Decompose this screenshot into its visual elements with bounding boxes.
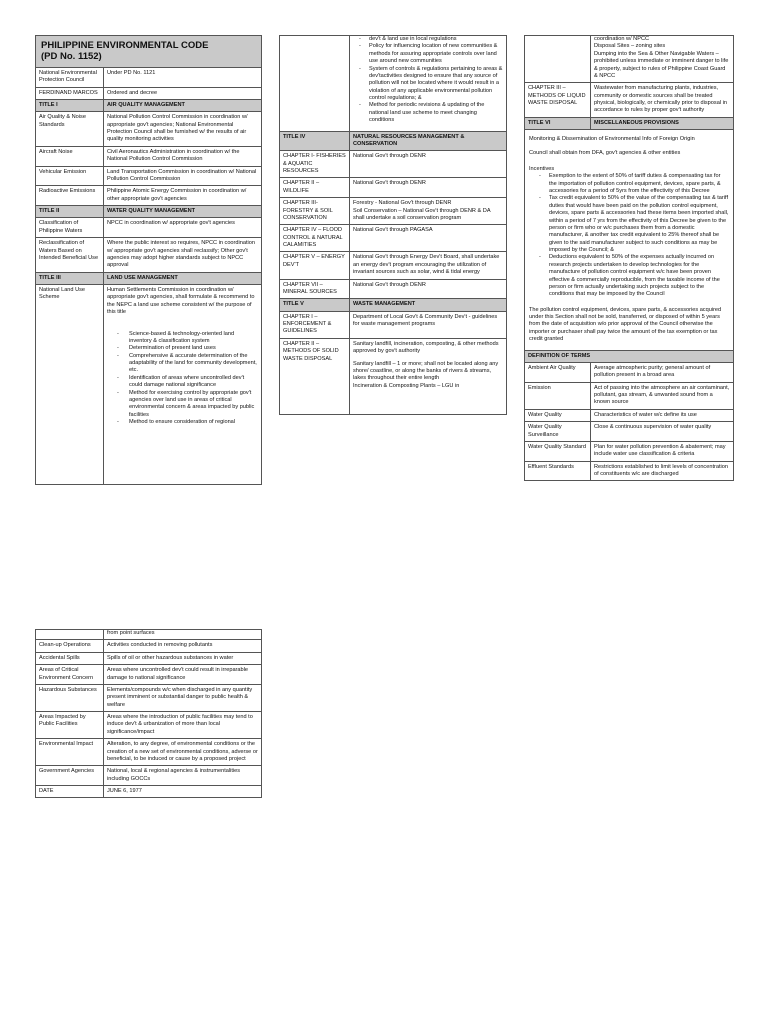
continuation-label: [36, 630, 104, 640]
land-use-content: [104, 285, 262, 485]
land-use-label: National Land Use Scheme: [36, 285, 104, 485]
row-label: FERDINAND MARCOS: [36, 87, 104, 99]
dumping-sea: Dumping into the Sea & Other Navigable Waters – prohibited unless immediate or imminent danger to life & property, subject to rules of Philippine Coast Guard & NPCC: [594, 50, 729, 79]
row-label: Water Quality Surveillance: [525, 422, 591, 442]
row-value: Act of passing into the atmosphere an air contaminant, pollutant, gas stream, & unwanted sound from a known source: [591, 382, 734, 409]
table-row: [280, 225, 507, 252]
table-row: [36, 684, 262, 711]
row-value: Characteristics of water w/c define its use: [591, 409, 734, 421]
section-header-row: [280, 131, 507, 151]
row-value: WASTE MANAGEMENT: [350, 299, 507, 311]
table-row: [36, 739, 262, 766]
row-label: CHAPTER I- FISHERIES & AQUATIC RESOURCES: [280, 151, 350, 178]
table-row: [280, 178, 507, 198]
section-header-row: [36, 99, 262, 111]
table-row: [36, 786, 262, 798]
row-label: Water Quality Standard: [525, 441, 591, 461]
row-label: CHAPTER III- FORESTRY & SOIL CONSERVATION: [280, 198, 350, 225]
row-label: CHAPTER V – ENERGY DEV'T: [280, 252, 350, 279]
row-label: TITLE II: [36, 206, 104, 218]
list-item: - Identification of areas where uncontrolled dev't could damage national significance: [129, 375, 258, 390]
table-row: [36, 186, 262, 206]
dfa-text: Council shall obtain from DFA, gov't agencies & other entities: [529, 149, 681, 156]
incineration-plants: Incineration & Composting Plants – LGU in: [353, 382, 460, 389]
table-row: [280, 151, 507, 178]
row-value: WATER QUALITY MANAGEMENT: [104, 206, 262, 218]
row-label: TITLE V: [280, 299, 350, 311]
incentives-closing: The pollution control equipment, devices, spare parts, & accessories acquired under this Section shall not be sold, transferred, or disposed of within 5 years from the date of acquisition w/o prior approval of the Council otherwise the importer or purchaser shall pay twice the amount of the tax exemption or tax credit granted: [529, 306, 722, 343]
table-row: [36, 238, 262, 273]
row-value: National Gov't through DENR: [350, 151, 507, 178]
list-item: - dev't & land use in local regulations: [369, 36, 503, 43]
row-value: National Gov't through DENR: [350, 279, 507, 299]
row-label: Areas Impacted by Public Facilities: [36, 712, 104, 739]
column-4-table: [35, 629, 262, 798]
land-use-list-continued: [353, 36, 503, 125]
solid-waste-label: CHAPTER II – METHODS OF SOLID WASTE DISPOSAL: [280, 338, 350, 414]
row-value: Where the public interest so requires, NPCC in coordination w/ appropriate gov't agencies shall reclassify; Other gov't agencies may adopt higher standards subject to NPCC approval: [104, 238, 262, 273]
row-label: Effluent Standards: [525, 461, 591, 481]
table-row: [36, 652, 262, 664]
continuation-label: [280, 36, 350, 132]
table-row: [280, 311, 507, 338]
table-row: [280, 198, 507, 225]
row-label: Hazardous Substances: [36, 684, 104, 711]
row-value: National Pollution Control Commission in coordination w/ appropriate gov't agencies; National Environmental Protection Council shall be furnished w/ the results of air quality monitoring activities: [104, 112, 262, 147]
table-row: [36, 146, 262, 166]
row-label: Water Quality: [525, 409, 591, 421]
row-value: National Gov't through PAGASA: [350, 225, 507, 252]
row-value: Close & continuous supervision of water quality: [591, 422, 734, 442]
incentives-label: Incentives: [529, 165, 555, 172]
continuation-label: [525, 36, 591, 83]
table-row: [280, 252, 507, 279]
sanitary-landfill: Sanitary landfill – 1 or more; shall not be located along any shore/ coastline, or along the banks of rivers & streams, lakes throughout their entire length: [353, 360, 499, 382]
continuation-content: [350, 36, 507, 132]
list-item: - Policy for influencing location of new communities & methods for assuring appropriate controls over land use around new communities: [369, 43, 503, 65]
incentives-list: [529, 173, 729, 298]
row-label: CHAPTER I – ENFORCEMENT & GUIDELINES: [280, 311, 350, 338]
list-item: - System of controls & regulations pertaining to areas & dev'tactivities designed to ensure that any source of pollution will not be located where it would result in a violation of any applicable environmental pollution control regulations; &: [369, 66, 503, 103]
row-label: Areas of Critical Environment Concern: [36, 665, 104, 685]
effluent-continued: from point surfaces: [104, 630, 262, 640]
row-label: TITLE VI: [525, 117, 591, 129]
row-value: Forestry - National Gov't through DENR Soil Conservation – National Gov't through DENR & DA shall undertake a soil conservation program: [350, 198, 507, 225]
list-item: - Tax credit equivalent to 50% of the value of the compensating tax & tariff duties that would have been paid on the pollution control equipment, devices, spare parts & accessories had these items been imported shall, within a period of 7 yrs from the effectivity of this Decree be given to the person or firm who or w/c purchases them from a domestic manufacturer, & another tax credit equivalent to 25% thereof shall be given to the said manufacturer subject to such conditions as may be imposed by the Council; &: [549, 195, 729, 254]
row-value: National, local & regional agencies & instrumentalities including GOCCs: [104, 766, 262, 786]
row-value: Restrictions established to limit levels of concentration of constituents w/c are discharged: [591, 461, 734, 481]
row-value: Philippine Atomic Energy Commission in coordination w/ other appropriate gov't agencies: [104, 186, 262, 206]
row-label: CHAPTER II – WILDLIFE: [280, 178, 350, 198]
table-row: [36, 640, 262, 652]
row-value: LAND USE MANAGEMENT: [104, 272, 262, 284]
row-label: CHAPTER III – METHODS OF LIQUID WASTE DISPOSAL: [525, 83, 591, 118]
row-label: DATE: [36, 786, 104, 798]
land-use-list: [107, 331, 258, 427]
list-item: - Method for exercising control by appropriate gov't agencies over land use in areas of critical environmental concern & areas impacted by public facilities: [129, 390, 258, 420]
row-value: Activities conducted in removing pollutants: [104, 640, 262, 652]
row-label: Clean-up Operations: [36, 640, 104, 652]
row-value: Under PD No. 1121: [104, 67, 262, 87]
table-row: [525, 461, 734, 481]
document-title: PHILIPPINE ENVIRONMENTAL CODE (PD No. 1152): [36, 36, 262, 68]
row-label: Classification of Philippine Waters: [36, 218, 104, 238]
row-label: National Environmental Protection Council: [36, 67, 104, 87]
row-label: TITLE III: [36, 272, 104, 284]
row-label: Environmental Impact: [36, 739, 104, 766]
row-value: Plan for water pollution prevention & abatement; may include water use classification & criteria: [591, 441, 734, 461]
table-row: [525, 441, 734, 461]
table-row: [280, 279, 507, 299]
row-label: Ambient Air Quality: [525, 362, 591, 382]
table-row: [36, 112, 262, 147]
row-value: National Gov't through DENR: [350, 178, 507, 198]
column-3-table: [524, 35, 734, 481]
table-row: [525, 362, 734, 382]
row-value: Ordered and decree: [104, 87, 262, 99]
list-item: - Comprehensive & accurate determination of the adaptability of the land for community development, etc.: [129, 353, 258, 375]
row-label: TITLE IV: [280, 131, 350, 151]
row-label: Vehicular Emission: [36, 166, 104, 186]
column-2-table: [279, 35, 507, 415]
row-value: Alteration, to any degree, of environmental conditions or the creation of a new set of environmental conditions, adverse or beneficial, to be induced or cause by a proposed project: [104, 739, 262, 766]
table-row: [36, 766, 262, 786]
list-item: - Science-based & technology-oriented land inventory & classification system: [129, 331, 258, 346]
row-label: Radioactive Emissions: [36, 186, 104, 206]
row-value: AIR QUALITY MANAGEMENT: [104, 99, 262, 111]
row-label: CHAPTER VII – MINERAL SOURCES: [280, 279, 350, 299]
section-header-row: [525, 117, 734, 129]
table-row: [525, 409, 734, 421]
section-header-row: [280, 299, 507, 311]
table-row: [36, 665, 262, 685]
list-item: - Determination of present land uses: [129, 345, 258, 352]
row-value: JUNE 6, 1977: [104, 786, 262, 798]
row-value: Wastewater from manufacturing plants, industries, community or domestic sources shall be treated physical, biologically, or chemically prior to disposal in accordance to rules by proper gov't authority: [591, 83, 734, 118]
row-value: Land Transportation Commission in coordination w/ National Pollution Control Commission: [104, 166, 262, 186]
list-item: - Method to ensure consideration of regional: [129, 419, 258, 426]
row-value: National Gov't through Energy Dev't Board, shall undertake an energy dev't program encouraging the utilization of invariant sources such as solar, wind & tidal energy: [350, 252, 507, 279]
row-label: Air Quality & Noise Standards: [36, 112, 104, 147]
row-value: MISCELLANEOUS PROVISIONS: [591, 117, 734, 129]
row-label: Government Agencies: [36, 766, 104, 786]
table-row: [525, 382, 734, 409]
table-row: [36, 218, 262, 238]
table-row: [36, 67, 262, 87]
column-4: [35, 629, 262, 798]
row-value: NPCC in coordination w/ appropriate gov't agencies: [104, 218, 262, 238]
row-label: Accidental Spills: [36, 652, 104, 664]
row-value: Average atmospheric purity; general amount of pollution present in a broad area: [591, 362, 734, 382]
solid-waste-methods: Sanitary landfill, incineration, composting, & other methods approved by gov't authority: [353, 340, 499, 355]
solid-waste-content: [350, 338, 507, 414]
row-value: Elements/compounds w/c when discharged in any quantity present imminent or substantial danger to public health & welfare: [104, 684, 262, 711]
row-label: Reclassification of Waters Based on Intended Beneficial Use: [36, 238, 104, 273]
row-label: Aircraft Noise: [36, 146, 104, 166]
list-item: - Deductions equivalent to 50% of the expenses actually incurred on research projects undertaken to develop technologies for the manufacture of pollution control equipment w/c have been proven effective & commercially reproducible, from the taxable income of the person or firm actually undertaking such projects subject to the conditions that may be imposed by the Council: [549, 254, 729, 298]
section-header-row: [36, 206, 262, 218]
monitoring-text: Monitoring & Dissemination of Environmental Info of Foreign Origin: [529, 136, 695, 143]
row-value: Areas where uncontrolled dev't could result in irreparable damage to national significance: [104, 665, 262, 685]
table-row: [525, 83, 734, 118]
table-row: [525, 422, 734, 442]
misc-provisions-content: [525, 130, 734, 350]
land-use-intro: Human Settlements Commission in coordination w/ appropriate gov't agencies, shall formulate & recommend to the NEPC a land use scheme consistent w/ the purpose of this title: [107, 287, 255, 316]
row-value: Department of Local Gov't & Community Dev't - guidelines for waste management programs: [350, 311, 507, 338]
row-value: Spills of oil or other hazardous substances in water: [104, 652, 262, 664]
table-row: [36, 87, 262, 99]
table-row: [36, 166, 262, 186]
table-row: [36, 712, 262, 739]
column-3: [524, 35, 734, 481]
row-label: TITLE I: [36, 99, 104, 111]
row-label: CHAPTER IV – FLOOD CONTROL & NATURAL CALAMITIES: [280, 225, 350, 252]
row-value: Civil Aeronautics Administration in coordination w/ the National Pollution Control Commission: [104, 146, 262, 166]
list-item: - Method for periodic revisions & updating of the national land use scheme to meet changing conditions: [369, 102, 503, 124]
disposal-continued: [591, 36, 734, 83]
row-label: Emission: [525, 382, 591, 409]
section-header-row: [36, 272, 262, 284]
column-1: [35, 35, 262, 485]
disposal-sites: Disposal Sites – zoning sites: [594, 43, 666, 50]
coordination-line: coordination w/ NPCC: [594, 36, 650, 42]
column-2: [279, 35, 507, 415]
definitions-title: DEFINITION OF TERMS: [525, 350, 734, 362]
list-item: - Exemption to the extent of 50% of tariff duties & compensating tax for the importation of pollution control equipment, devices, spare parts, & accessories for a period of 5yrs from the effectivity of this Decree: [549, 173, 729, 195]
row-value: NATURAL RESOURCES MANAGEMENT & CONSERVATION: [350, 131, 507, 151]
row-value: Areas where the introduction of public facilities may tend to induce dev't & urbanization of more than local significance/impact: [104, 712, 262, 739]
column-1-table: [35, 35, 262, 485]
